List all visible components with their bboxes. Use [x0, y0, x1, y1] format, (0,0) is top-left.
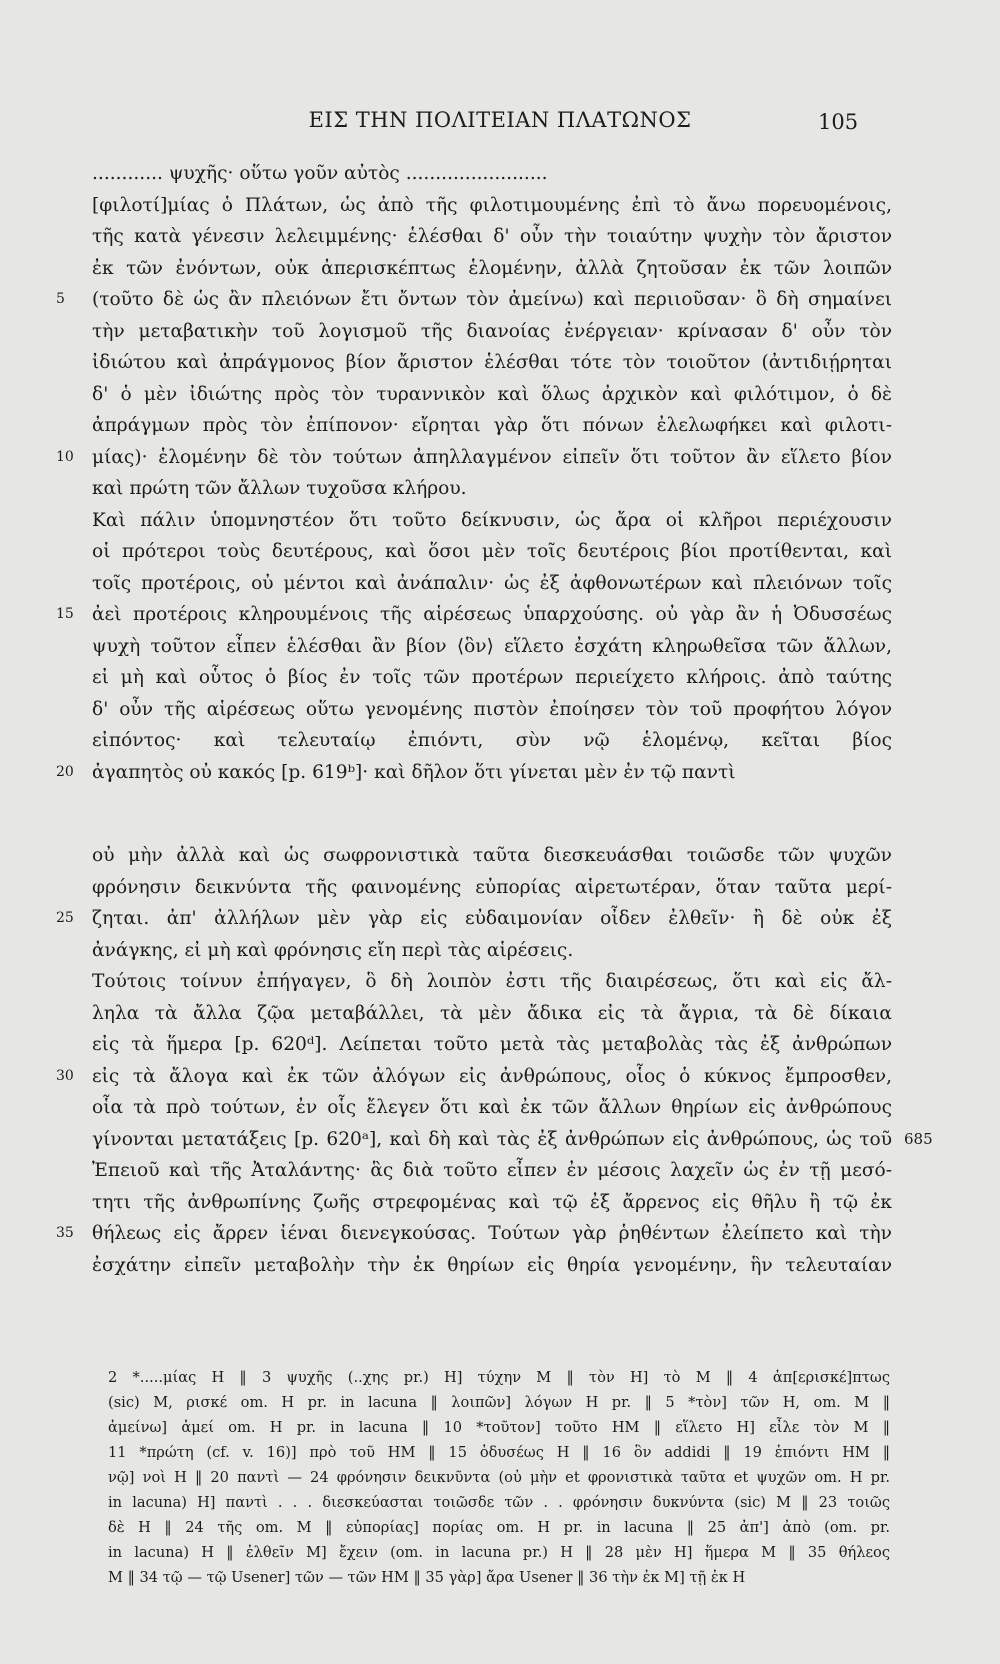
text-line: [92, 410, 892, 442]
line-number: 35: [56, 1225, 74, 1241]
line-text: γίνονται μετατάξεις [p. 620ᵃ], καὶ δὴ καὶ τὰς ἐξ ἀνθρώπων εἰς ἀνθρώπους, ὡς τοῦ: [92, 1128, 892, 1150]
line-text: καὶ πρώτη τῶν ἄλλων τυχοῦσα κλήρου.: [92, 478, 467, 499]
line-text: ληλα τὰ ἄλλα ζῷα μεταβάλλει, τὰ μὲν ἄδικα εἰς τὰ ἄγρια, τὰ δὲ δίκαια: [92, 1002, 892, 1024]
line-number: 15: [56, 606, 74, 622]
apparatus-line: in lacuna) H] παντὶ . . . διεσκεύασται τοιῶσδε τῶν . . φρόνησιν δυκνύντα (sic) M ‖ 23 τοιῶς: [108, 1494, 890, 1511]
line-number: 5: [56, 291, 65, 307]
text-line: [92, 347, 892, 379]
line-text: ψυχὴ τοῦτον εἶπεν ἑλέσθαι ἂν βίον ⟨ὃν⟩ εἵλετο ἐσχάτη κληρωθεῖσα τῶν ἄλλων,: [92, 635, 892, 657]
line-text: μίας)· ἑλομένην δὲ τὸν τούτων ἀπηλλαγμένον εἰπεῖν ὅτι τοῦτον ἂν εἵλετο βίον: [92, 446, 892, 468]
line-text: Καὶ πάλιν ὑπομνηστέον ὅτι τοῦτο δείκνυσιν, ὡς ἄρα οἱ κλῆροι περιέχουσιν: [92, 509, 892, 531]
apparatus-line: 2 *.....μίας H ‖ 3 ψυχῆς (..χης pr.) H] τύχην M ‖ τὸν H] τὸ M ‖ 4 ἀπ[ερισκέ]πτως: [108, 1369, 890, 1386]
text-line: [56, 757, 892, 789]
main-text: [56, 158, 933, 1281]
text-line: [56, 1218, 892, 1250]
text-line: [92, 1155, 892, 1187]
apparatus-line: M ‖ 34 τῷ — τῷ Usener] τῶν — τῶν HM ‖ 35 γὰρ] ἄρα Usener ‖ 36 τὴν ἐκ M] τῇ ἐκ H: [108, 1569, 746, 1586]
line-text: εἰς τὰ ἄλογα καὶ ἐκ τῶν ἀλόγων εἰς ἀνθρώπους, οἷος ὁ κύκνος ἔμπροσθεν,: [92, 1065, 892, 1087]
text-line: [56, 442, 892, 474]
text-line: [92, 379, 892, 411]
text-line: [92, 1187, 892, 1219]
line-number: 10: [56, 448, 74, 465]
text-line: [56, 284, 892, 316]
text-line: [92, 221, 892, 253]
line-text: τοῖς προτέροις, οὐ μέντοι καὶ ἀνάπαλιν· ὡς ἐξ ἀφθονωτέρων καὶ πλειόνων τοῖς: [92, 572, 892, 594]
line-number: 30: [56, 1067, 74, 1084]
text-line: [92, 935, 892, 967]
line-text: ἀπράγμων πρὸς τὸν ἐπίπονον· εἴρηται γὰρ ὅτι πόνων ἐλελωφήκει καὶ φιλοτι-: [92, 415, 892, 436]
apparatus-line: 11 *πρώτη (cf. v. 16)] πρὸ τοῦ HM ‖ 15 ὀδυσέως H ‖ 16 ὃν addidi ‖ 19 ἐπιόντι HM ‖: [108, 1444, 890, 1461]
line-text: τῆς κατὰ γένεσιν λελειμμένης· ἑλέσθαι δ' οὖν τὴν τοιαύτην ψυχὴν τὸν ἄριστον: [92, 226, 892, 247]
line-text: εἰπόντος· καὶ τελευταίῳ ἐπιόντι, σὺν νῷ ἑλομένῳ, κεῖται βίος: [92, 730, 892, 751]
text-line: [56, 903, 892, 935]
text-line: [92, 568, 892, 600]
line-text: ἰδιώτου καὶ ἀπράγμονος βίον ἄριστον ἑλέσθαι τότε τὸν τοιοῦτον (ἀντιδιῄρηται: [92, 352, 892, 373]
text-line: [92, 1250, 892, 1282]
text-line: [92, 158, 892, 190]
apparatus-line: δὲ H ‖ 24 τῆς om. M ‖ εὐπορίας] πορίας om. H pr. in lacuna ‖ 25 ἀπ'] ἀπὸ (om. pr.: [108, 1519, 890, 1536]
text-line: [92, 505, 892, 537]
text-line: [56, 1061, 892, 1093]
line-number: 20: [56, 763, 74, 780]
text-line: [92, 966, 892, 998]
text-line: [92, 1124, 933, 1156]
apparatus-line: in lacuna) H ‖ ἐλθεῖν M] ἔχειν (om. in lacuna pr.) H ‖ 28 μὲν H] ἥμερα M ‖ 35 θήλεος: [108, 1544, 890, 1561]
text-line: [92, 662, 892, 694]
line-text: ἀνάγκης, εἰ μὴ καὶ φρόνησις εἴη περὶ τὰς αἱρέσεις.: [92, 939, 574, 961]
line-number: 25: [56, 910, 74, 926]
text-line: [56, 599, 892, 631]
page-number: 105: [818, 110, 859, 134]
line-text: ζηται. ἀπ' ἀλλήλων μὲν γὰρ εἰς εὐδαιμονίαν οἶδεν ἐλθεῖν· ἢ δὲ οὐκ ἐξ: [92, 908, 892, 929]
text-gap: [92, 788, 892, 840]
line-text: ἀγαπητὸς οὐ κακός [p. 619ᵇ]· καὶ δῆλον ὅτι γίνεται μὲν ἐν τῷ παντὶ: [92, 761, 736, 783]
line-text: εἰ μὴ καὶ οὗτος ὁ βίος ἐν τοῖς τῶν προτέρων περιείχετο κλήροις. ἀπὸ ταύτης: [92, 667, 892, 688]
text-line: [92, 725, 892, 757]
line-text: ............ ψυχῆς· οὕτω γοῦν αὐτὸς ........................: [92, 163, 548, 184]
apparatus-line: (sic) M, ρισκέ om. H pr. in lacuna ‖ λοιπῶν] λόγων H pr. ‖ 5 *τὸν] τῶν H, om. M ‖: [108, 1394, 890, 1411]
line-text: τὴν μεταβατικὴν τοῦ λογισμοῦ τῆς διανοίας ἐνέργειαν· κρίνασαν δ' οὖν τὸν: [92, 320, 892, 342]
text-line: [92, 473, 892, 505]
text-line: [92, 536, 892, 568]
line-text: ἐσχάτην εἰπεῖν μεταβολὴν τὴν ἐκ θηρίων εἰς θηρία γενομένην, ἣν τελευταίαν: [92, 1254, 892, 1276]
line-text: (τοῦτο δὲ ὡς ἂν πλειόνων ἔτι ὄντων τὸν ἀμείνω) καὶ περιιοῦσαν· ὃ δὴ σημαίνει: [92, 289, 892, 310]
running-header: ΕΙΣ ΤΗΝ ΠΟΛΙΤΕΙΑΝ ΠΛΑΤΩΝΟΣ: [308, 108, 692, 132]
line-text: οἷα τὰ πρὸ τούτων, ἐν οἷς ἔλεγεν ὅτι καὶ ἐκ τῶν ἄλλων θηρίων εἰς ἀνθρώπους: [92, 1097, 892, 1118]
line-text: εἰς τὰ ἥμερα [p. 620ᵈ]. Λείπεται τοῦτο μετὰ τὰς μεταβολὰς τὰς ἐξ ἀνθρώπων: [92, 1034, 892, 1055]
text-line: [92, 872, 892, 904]
apparatus-line: νῷ] νοὶ H ‖ 20 παντὶ — 24 φρόνησιν δεικνῦντα (οὐ μὴν et φρονιστικὰ ταῦτα et ψυχῶν om. H pr.: [108, 1469, 890, 1486]
line-text: ἐκ τῶν ἐνόντων, οὐκ ἀπερισκέπτως ἑλομένην, ἀλλὰ ζητοῦσαν ἐκ τῶν λοιπῶν: [92, 257, 892, 279]
text-line: [92, 253, 892, 285]
line-text: δ' οὖν τῆς αἱρέσεως οὕτω γενομένης πιστὸν ἐποίησεν τὸν τοῦ προφήτου λόγον: [92, 698, 892, 720]
text-line: [92, 1092, 892, 1124]
line-text: φρόνησιν δεικνύντα τῆς φαινομένης εὐπορίας αἱρετωτέραν, ὅταν ταῦτα μερί-: [92, 876, 892, 898]
line-text: δ' ὁ μὲν ἰδιώτης πρὸς τὸν τυραννικὸν καὶ ὅλως ἀρχικὸν καὶ φιλότιμον, ὁ δὲ: [92, 383, 892, 405]
text-line: [92, 1029, 892, 1061]
apparatus-line: ἀμείνω] ἀμεί om. H pr. in lacuna ‖ 10 *τοῦτον] τοῦτο HM ‖ εἵλετο H] εἶλε τὸν M ‖: [108, 1419, 890, 1436]
line-text: Ἐπειοῦ καὶ τῆς Ἀταλάντης· ἃς διὰ τοῦτο εἶπεν ἐν μέσοις λαχεῖν ὡς ἐν τῇ μεσό-: [92, 1160, 892, 1181]
text-line: [92, 316, 892, 348]
line-text: οἱ πρότεροι τοὺς δευτέρους, καὶ ὅσοι μὲν τοῖς δευτέροις βίοι προτίθενται, καὶ: [92, 541, 892, 562]
margin-page-number: 685: [904, 1129, 933, 1148]
text-line: [92, 998, 892, 1030]
line-text: οὐ μὴν ἀλλὰ καὶ ὡς σωφρονιστικὰ ταῦτα διεσκευάσθαι τοιῶσδε τῶν ψυχῶν: [92, 845, 892, 866]
line-text: θήλεως εἰς ἄρρεν ἰέναι διενεγκούσας. Τούτων γὰρ ῥηθέντων ἐλείπετο καὶ τὴν: [92, 1223, 892, 1244]
text-line: [92, 694, 892, 726]
text-line: [92, 840, 892, 872]
line-text: Τούτοις τοίνυν ἐπήγαγεν, ὃ δὴ λοιπὸν ἐστι τῆς διαιρέσεως, ὅτι καὶ εἰς ἄλ-: [92, 971, 892, 992]
text-line: [92, 631, 892, 663]
footnotes: [108, 1365, 890, 1590]
line-text: [φιλοτί]μίας ὁ Πλάτων, ὡς ἀπὸ τῆς φιλοτιμουμένης ἐπὶ τὸ ἄνω πορευομένοις,: [92, 194, 892, 216]
line-text: τητι τῆς ἀνθρωπίνης ζωῆς στρεφομένας καὶ τῷ ἐξ ἄρρενος εἰς θῆλυ ἢ τῷ ἐκ: [92, 1191, 892, 1213]
text-line: [92, 190, 892, 222]
line-text: ἀεὶ προτέροις κληρουμένοις τῆς αἱρέσεως ὑπαρχούσης. οὐ γὰρ ἂν ἡ Ὀδυσσέως: [92, 604, 892, 625]
